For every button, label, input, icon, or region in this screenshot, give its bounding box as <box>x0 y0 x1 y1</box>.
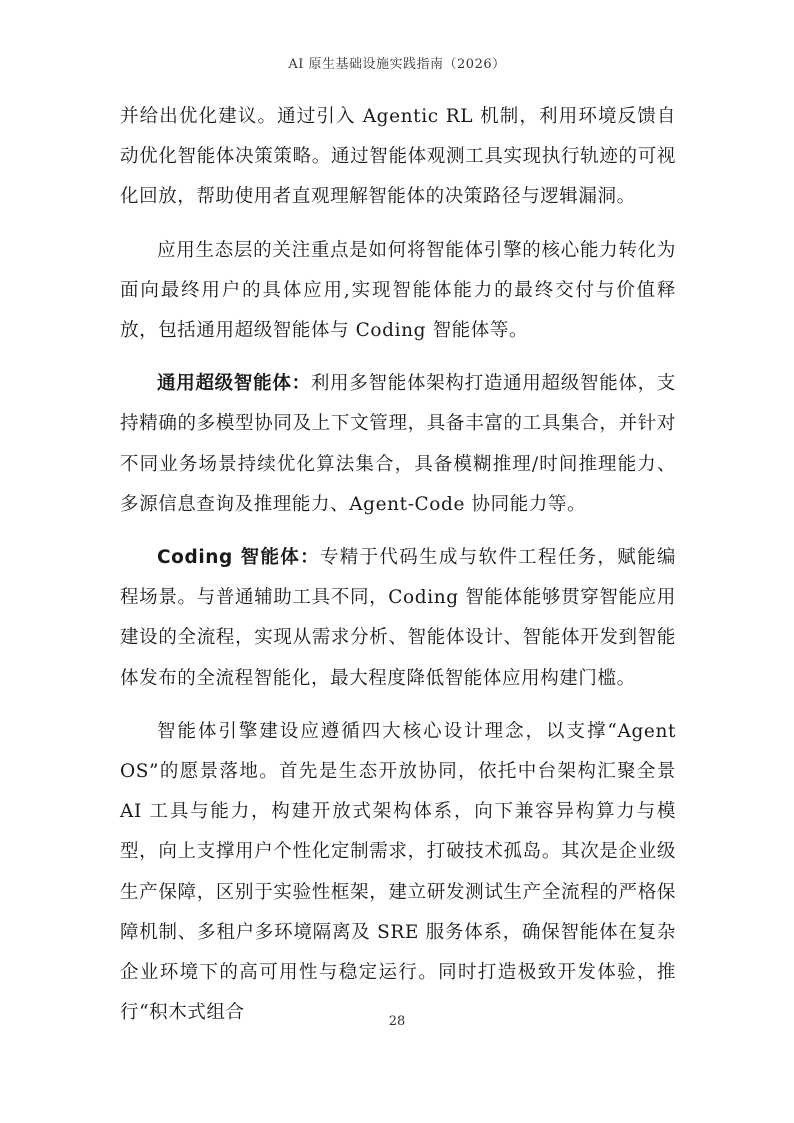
paragraph-text: 智能体引擎建设应遵循四大核心设计理念，以支撑“Agent OS”的愿景落地。首先是生态开放协同，依托中台架构汇聚全景 AI 工具与能力，构建开放式架构体系，向下兼容异构算力与模型，向上支撑用户个性化定制需求，打破技术孤岛。其次是企业级生产保障，区别于实验性框架，建立研发测试生产全流程的严格保障机制、多租户多环境隔离及 SRE 服务体系，确保智能体在复杂企业环境下的高可用性与稳定运行。同时打造极致开发体验，推行“积木式组合 <box>120 720 676 1024</box>
paragraph-text: 利用多智能体架构打造通用超级智能体，支持精确的多模型协同及上下文管理，具备丰富的工具集合，并针对不同业务场景持续优化算法集合，具备模糊推理/时间推理能力、多源信息查询及推理能力、Agent-Code 协同能力等。 <box>120 373 676 515</box>
paragraph-coding-agent <box>120 538 676 699</box>
paragraph-continuation <box>120 97 676 218</box>
paragraph-general-super-agent <box>120 364 676 525</box>
paragraph-text: 专精于代码生成与软件工程任务，赋能编程场景。与普通辅助工具不同，Coding 智能体能够贯穿智能应用建设的全流程，实现从需求分析、智能体设计、智能体开发到智能体发布的全流程智能化，最大程度降低智能体应用构建门槛。 <box>120 547 676 689</box>
paragraph-text: 应用生态层的关注重点是如何将智能体引擎的核心能力转化为面向最终用户的具体应用,实现智能体能力的最终交付与价值释放，包括通用超级智能体与 Coding 智能体等。 <box>120 239 676 342</box>
paragraph-lead-heading: 通用超级智能体： <box>157 373 311 395</box>
paragraph-application-ecosystem <box>120 231 676 352</box>
paragraph-lead-heading: Coding 智能体： <box>157 547 320 569</box>
page-header-title: AI 原生基础设施实践指南（2026） <box>288 57 506 72</box>
page-number: 28 <box>388 1014 406 1029</box>
document-body <box>120 97 676 1033</box>
paragraph-design-principles <box>120 712 676 1034</box>
paragraph-text: 并给出优化建议。通过引入 Agentic RL 机制，利用环境反馈自动优化智能体决策策略。通过智能体观测工具实现执行轨迹的可视化回放，帮助使用者直观理解智能体的决策路径与逻辑漏洞。 <box>120 106 676 208</box>
